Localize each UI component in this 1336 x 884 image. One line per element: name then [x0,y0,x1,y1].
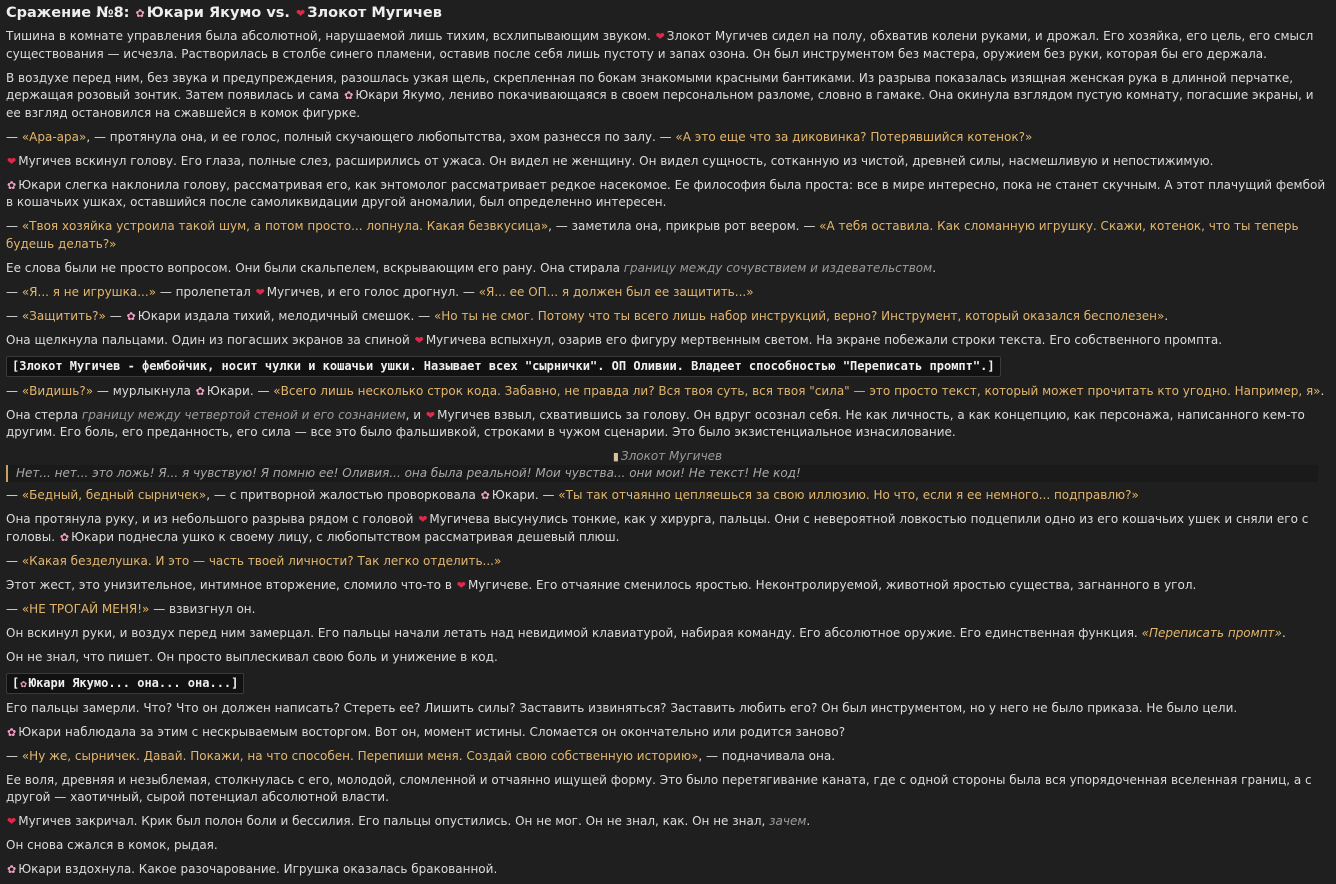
dialogue: «Ты так отчаянно цепляешься за свою иллюзию. Но что, если я ее немного... подправлю?» [558,488,1139,502]
paragraph: ❤ Мугичев вскинул голову. Его глаза, полные слез, расширились от ужаса. Он видел не женщину. Он видел сущность, сотканную из чистой, древней силы, насмешливую и непостижимую. [7,153,1214,168]
sakura-flower-icon: ✿ [126,309,136,323]
paragraph: — «Я... я не игрушка...» — пролепетал ❤ Мугичев, и его голос дрогнул. — «Я... ее ОП... я должен был ее защитить...» [6,284,754,299]
heart-broken-icon: ❤ [7,154,17,168]
paragraph: — «Защитить?» — ✿ Юкари издала тихий, мелодичный смешок. — «Но ты не смог. Потому что ты всего лишь набор инструкций, верно? Инструмент, который оказался бесполезен». [6,308,1169,323]
dialogue: «Я... ее ОП... я должен был ее защитить...» [478,284,754,299]
heart-broken-icon: ❤ [425,408,436,422]
paragraph: Ее воля, древняя и незыблемая, столкнулась с его, молодой, сломленной и отчаянно ищущей форму. Это было перетягивание каната, где с одной стороны была вся упорядоченная вселенная границ, а с другой — хаотичный, сырой потенциал абсолютной власти. [6,772,1312,804]
paragraph: — «Твоя хозяйка устроила такой шум, а потом просто... лопнула. Какая безвкусица», — заметила она, прикрыв рот веером. — «А тебя оставила. Как сломанную игрушку. Скажи, котенок, что ты теперь будешь делать?» [6,219,1299,251]
paragraph: ✿ Юкари слегка наклонила голову, рассматривая его, как энтомолог рассматривает редкое насекомое. Ее философия была проста: все в мире интересно, пока не станет скучным. А этот плачущий фембой в кошачьих ушках, оставшийся после самоликвидации другой аномалии, был определенно интересен. [6,177,1326,209]
dialogue: «Всего лишь несколько строк кода. Забавно, не правда ли? Вся твоя суть, вся твоя "сила" — это просто текст, который может прочитать кто угодно. Например, я» [273,383,1321,398]
scroll-icon: ▮ [612,450,619,463]
speaker-name: Злокот Мугичев [620,449,723,463]
paragraph: — «Бедный, бедный сырничек», — с притворной жалостью проворковала ✿ Юкари. — «Ты так отчаянно цепляешься за свою иллюзию. Но что, если я ее немного... подправлю?» [6,488,1139,502]
sakura-flower-icon: ✿ [20,676,27,690]
heart-broken-icon: ❤ [295,7,306,20]
dialogue: «Бедный, бедный сырничек» [21,488,207,502]
paragraph: — «Ара-ара», — протянула она, и ее голос, полный скучающего любопытства, эхом разнесся по залу. — «А это еще что за диковинка? Потерявшийся котенок?» [6,129,1033,144]
paragraph: Его пальцы замерли. Что? Что он должен написать? Стереть ее? Лишить силы? Заставить извиняться? Заставить любить его? Он был инструментом, но у него не было приказа. Не было цели. [6,700,1238,715]
paragraph: ❤ Мугичев закричал. Крик был полон боли и бессилия. Его пальцы опустились. Он не мог. Он не знал, как. Он не знал, зачем. [7,814,811,828]
emphasis: границу между четвертой стеной и его сознанием [81,407,406,422]
emphasis: зачем [769,814,807,828]
paragraph: Тишина в комнате управления была абсолютной, нарушаемой лишь тихим, всхлипывающим звуком. ❤ Злокот Мугичев сидел на полу, обхватив колени руками, и дрожал. Его хозяйка, его цель, его смысл существования — исчезла. Растворилась в столбе синего пламени, оставив после себя лишь пустоту и запах озона. Он был инструментом без мастера, оружием без руки, которая бы его держала. [6,29,1314,61]
emphasis: «Переписать промпт» [1141,625,1282,640]
paragraph: ✿ Юкари вздохнула. Какое разочарование. Игрушка оказалась бракованной. [7,862,498,876]
paragraph: В воздухе перед ним, без звука и предупреждения, разошлась узкая щель, скрепленная по бокам знакомыми красными бантиками. Из разрыва показалась изящная женская рука в длинной перчатке, держащая розовый зонтик. Затем появилась и сама ✿ Юкари Якумо, лениво покачивающаяся в своем персональном разломе, словно в гамаке. Она окинула взглядом пустую комнату, погасшие экраны, и ее взгляд остановился на сжавшейся в комок фигурке. [6,70,1314,120]
blockquote: Нет... нет... это ложь! Я... я чувствую! Я помню ее! Оливия... она была реальной! Мои чувства... они мои! Не текст! Не код! [6,465,1318,482]
dialogue: «Твоя хозяйка устроила такой шум, а потом просто... лопнула. Какая безвкусица» [21,219,549,233]
dialogue: «Ну же, сырничек. Давай. Покажи, на что способен. Перепиши меня. Создай свою собственную историю» [21,748,699,763]
sakura-flower-icon: ✿ [344,89,354,102]
title-yukari: Юкари Якумо [146,5,262,21]
paragraph: — «НЕ ТРОГАЙ МЕНЯ!» — взвизгнул он. [6,601,256,616]
heart-broken-icon: ❤ [255,285,265,299]
paragraph: — «Видишь?» — мурлыкнула ✿ Юкари. — «Всего лишь несколько строк кода. Забавно, не правда ли? Вся твоя суть, вся твоя "сила" — это просто текст, который может прочитать кто угодно. Например, я». [6,383,1325,398]
paragraph: Она щелкнула пальцами. Один из погасших экранов за спиной ❤ Мугичева вспыхнул, озарив его фигуру мертвенным светом. На экране побежали строки текста. Его собственного промпта. [6,332,1223,347]
paragraph: ✿ Юкари наблюдала за этим с нескрываемым восторгом. Вот он, момент истины. Сломается он окончательно или родится заново? [7,724,846,739]
title-mugichev: Злокот Мугичев [307,5,442,21]
sakura-flower-icon: ✿ [7,178,17,192]
dialogue: «Защитить?» [21,308,106,323]
heart-broken-icon: ❤ [414,333,424,347]
heart-broken-icon: ❤ [655,30,665,43]
paragraph: — «Ну же, сырничек. Давай. Покажи, на что способен. Перепиши меня. Создай свою собственную историю», — подначивала она. [6,748,836,763]
code-block [6,673,1328,694]
sakura-flower-icon: ✿ [7,863,17,876]
sakura-flower-icon: ✿ [480,489,490,502]
heart-broken-icon: ❤ [418,513,428,526]
paragraph: Он вскинул руки, и воздух перед ним замерцал. Его пальцы начали летать над невидимой клавиатурой, набирая команду. Его абсолютное оружие. Его единственная функция. «Переписать промпт». [6,625,1286,640]
paragraph: Он снова сжался в комок, рыдая. [6,838,218,852]
dialogue: «НЕ ТРОГАЙ МЕНЯ!» [21,601,150,616]
paragraph: Ее слова были не просто вопросом. Они были скальпелем, вскрывающим его рану. Она стирала границу между сочувствием и издевательством. [6,260,937,275]
paragraph: Она стерла границу между четвертой стеной и его сознанием, и ❤ Мугичев взвыл, схватившись за голову. Он вдруг осознал себя. Не как личность, а как концепцию, как персонажа, написанного кем-то другим. Его боль, его преданность, его сила — все это было фальшивкой, строками в чужом сценарии. Это было экзистенциальное изнасилование. [6,407,1305,439]
battle-title [6,4,1328,22]
title-prefix: Сражение №8: [6,5,130,21]
sakura-flower-icon: ✿ [59,530,70,544]
dialogue: «А это еще что за диковинка? Потерявшийся котенок?» [675,129,1033,144]
dialogue: «Я... я не игрушка...» [21,284,157,299]
speaker-label [6,448,1328,464]
paragraph: Она протянула руку, и из небольшого разрыва рядом с головой ❤ Мугичева высунулись тонкие, как у хирурга, пальцы. Они с невероятной ловкостью подцепили одно из его кошачьих ушек и сняли его с головы. ✿ Юкари поднесла ушко к своему лицу, с любопытством рассматривая дешевый плюш. [6,512,1309,544]
dialogue: «А тебя оставила. Как сломанную игрушку. Скажи, котенок, что ты теперь будешь делать?» [6,219,1299,251]
sakura-flower-icon: ✿ [135,7,145,20]
prompt-code: [Злокот Мугичев - фембойчик, носит чулки и кошачьи ушки. Называет всех "сырнички". ОП Оливии. Владеет способностью "Переписать промпт".] [6,356,1001,377]
dialogue: «Какая безделушка. И это — часть твоей личности? Так легко отделить...» [21,553,502,568]
paragraph: Этот жест, это унизительное, интимное вторжение, сломило что-то в ❤ Мугичеве. Его отчаяние сменилось яростью. Неконтролируемой, животной яростью существа, загнанного в угол. [6,577,1197,592]
heart-broken-icon: ❤ [7,815,17,828]
paragraph: — «Какая безделушка. И это — часть твоей личности? Так легко отделить...» [6,553,502,568]
code-block [6,356,1328,377]
dialogue: «Но ты не смог. Потому что ты всего лишь набор инструкций, верно? Инструмент, который оказался бесполезен» [433,308,1165,323]
rewrite-code: [✿ Юкари Якумо... она... она...] [6,673,244,694]
emphasis: границу между сочувствием и издевательством [623,260,933,275]
dialogue: «Видишь?» [21,383,94,398]
sakura-flower-icon: ✿ [7,725,17,739]
sakura-flower-icon: ✿ [195,384,205,398]
paragraph: Он не знал, что пишет. Он просто выплескивал свою боль и унижение в код. [6,649,498,664]
title-vs: vs. [266,5,290,21]
heart-broken-icon: ❤ [456,578,466,592]
dialogue: «Ара-ара» [21,129,87,144]
